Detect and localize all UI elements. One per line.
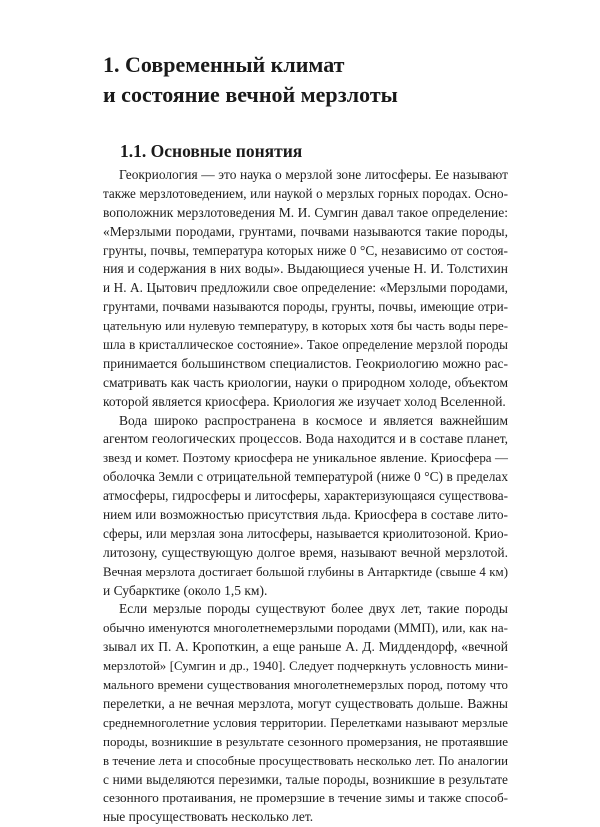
text-line: агентом геологических процессов. Вода находится и в составе планет, — [103, 431, 508, 447]
text-line: сферы, или мерзлая зона литосферы, называется криолитозоной. Крио- — [103, 525, 508, 541]
text-line: оболочка Земли с отрицательной температурой (ниже 0 °С) в пределах — [103, 469, 508, 485]
chapter-title-line: и состояние вечной мерзлоты — [103, 82, 398, 107]
text-line: обычно именуются многолетнемерзлыми породами (ММП), или, как на- — [103, 620, 508, 636]
text-line: литозону, существующую долгое время, называют вечной мерзлотой. — [103, 544, 508, 560]
text-line: нием или возможностью присутствия льда. Криосфера в составе лито- — [103, 507, 508, 523]
text-line: и Н. А. Цытович предложили свое определение: «Мерзлыми породами, — [103, 280, 508, 296]
text-line: с ними выделяются перезимки, талые породы, возникшие в результате — [103, 771, 508, 787]
text-line: шла в кристаллическое состояние». Такое определение мерзлой породы — [103, 337, 508, 353]
text-line: грунтами, почвами называются породы, грунты, почвы, имеющие отри- — [103, 299, 508, 315]
body-text — [103, 166, 508, 827]
text-line: атмосферы, гидросферы и литосферы, характеризующаяся существова- — [103, 488, 508, 504]
text-line: мерзлотой» [Сумгин и др., 1940]. Следует подчеркнуть условность мини- — [103, 659, 508, 674]
text-line: мального времени существования многолетнемерзлых пород, потому что — [103, 678, 508, 693]
text-line: перелетки, а не вечная мерзлота, могут существовать дольше. Важны — [103, 695, 508, 711]
text-line: Вода широко распространена в космосе и является важнейшим — [119, 412, 508, 428]
text-line: среднемноголетние условия территории. Перелетками называют мерзлые — [103, 715, 508, 730]
chapter-title-line: 1. Современный климат — [103, 52, 345, 77]
text-line: в течение лета и способные просуществовать несколько лет. По аналогии — [103, 753, 508, 768]
text-line: породы, возникшие в результате сезонного промерзания, не протаявшие — [103, 733, 508, 749]
text-line: воположник мерзлотоведения М. И. Сумгин давал такое определение: — [103, 204, 508, 220]
text-line: сезонного протаивания, не промерзшие в течение зимы и также способ- — [103, 790, 508, 806]
text-line: Вечная мерзлота достигает большой глубины в Антарктиде (свыше 4 км) — [103, 564, 508, 579]
section-title: 1.1. Основные понятия — [120, 141, 303, 161]
text-line: ные просуществовать несколько лет. — [103, 809, 314, 825]
text-line: Если мерзлые породы существуют более двух лет, такие породы — [119, 601, 508, 617]
text-line: «Мерзлыми породами, грунтами, почвами называются такие породы, — [103, 223, 508, 239]
text-line: грунты, почвы, температура которых ниже 0 °С, независимо от состоя- — [103, 242, 508, 258]
text-line: также мерзлотоведением, или наукой о мерзлых горных породах. Осно- — [103, 185, 508, 201]
text-line: сматривать как часть криологии, науки о природном холоде, объектом — [103, 374, 508, 390]
text-line: звезд и комет. Поэтому криосфера не уникальное явление. Криосфера — — [103, 450, 508, 466]
text-line: принимается большинством специалистов. Геокриологию можно рас- — [103, 355, 508, 371]
text-line: которой является криосфера. Криология же изучает холод Вселенной. — [103, 393, 506, 409]
text-line: и Субарктике (около 1,5 км). — [103, 582, 268, 598]
text-line: цательную или нулевую температуру, в которых хотя бы часть воды пере- — [103, 319, 508, 334]
text-line: Геокриология — это наука о мерзлой зоне литосферы. Ее называют — [119, 167, 508, 182]
text-line: зывал их П. А. Кропоткин, а еще раньше А. Д. Миддендорф, «вечной — [103, 639, 508, 655]
chapter-title — [103, 50, 523, 110]
text-line: ния и содержания в них воды». Выдающиеся ученые Н. И. Толстихин — [103, 261, 508, 277]
